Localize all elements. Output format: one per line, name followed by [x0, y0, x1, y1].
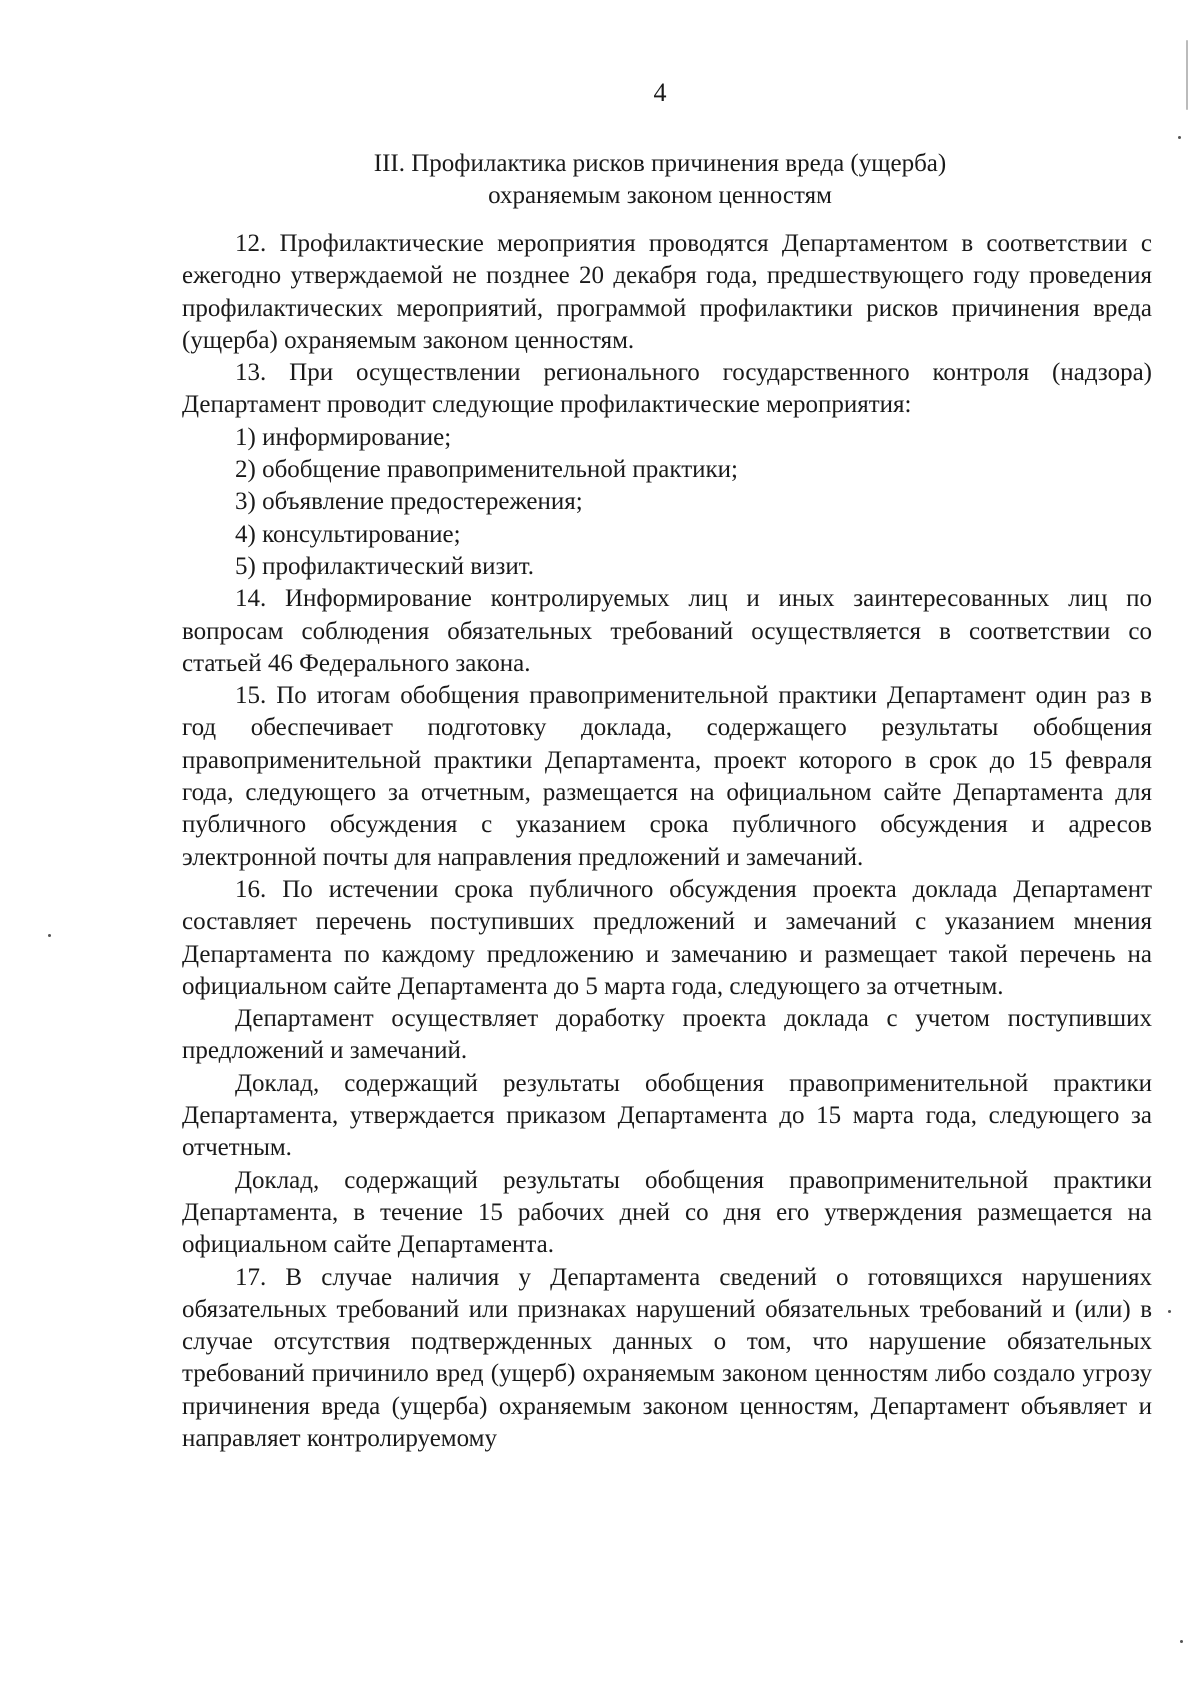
paragraph-14: 14. Информирование контролируемых лиц и иных заинтересованных лиц по вопросам соблюдения обязательных требований осуществляется в соответствии со статьей 46 Федерального закона.	[182, 585, 1152, 677]
paragraph-16-revision: Департамент осуществляет доработку проекта доклада с учетом поступивших предложений и замечаний.	[182, 1005, 1152, 1065]
paragraph-15: 15. По итогам обобщения правоприменительной практики Департамент один раз в год обеспечивает подготовку доклада, содержащего результаты обобщения правоприменительной практики Департамента, проект которого в срок до 15 февраля года, следующего за отчетным, размещается на официальном сайте Департамента для публичного обсуждения с указанием срока публичного обсуждения и адресов электронной почты для направления предложений и замечаний.	[182, 682, 1152, 871]
scan-speck	[48, 934, 51, 937]
list-item-visit: 5) профилактический визит.	[235, 552, 534, 580]
scan-speck	[1186, 40, 1188, 110]
list-item-informing: 1) информирование;	[235, 423, 452, 451]
paragraph-17: 17. В случае наличия у Департамента сведений о готовящихся нарушениях обязательных требований или признаках нарушений обязательных требований и (или) в случае отсутствия подтвержденных данных о том, что нарушение обязательных требований причинило вред (ущерб) охраняемым законом ценностям либо создало угрозу причинения вреда (ущерба) охраняемым законом ценностям, Департамент объявляет и направляет контролируемому	[182, 1263, 1152, 1452]
list-item-generalization: 2) обобщение правоприменительной практики;	[235, 456, 738, 484]
section-title	[60, 148, 1200, 212]
page-number: 4	[653, 78, 667, 107]
paragraph-12: 12. Профилактические мероприятия проводятся Департаментом в соответствии с ежегодно утверждаемой не позднее 20 декабря года, предшествующего году проведения профилактических мероприятий, программой профилактики рисков причинения вреда (ущерба) охраняемым законом ценностям.	[182, 230, 1152, 354]
list-item-warning: 3) объявление предостережения;	[235, 488, 583, 516]
scan-speck	[1178, 136, 1181, 139]
scan-speck	[1180, 1640, 1183, 1643]
section-title-line-2: охраняемым законом ценностям	[488, 182, 832, 209]
scan-speck	[1168, 1310, 1171, 1313]
paragraph-13: 13. При осуществлении регионального государственного контроля (надзора) Департамент проводит следующие профилактические мероприятия:	[182, 359, 1152, 419]
document-body	[182, 228, 1152, 1455]
list-item-consulting: 4) консультирование;	[235, 520, 461, 548]
paragraph-16-approval: Доклад, содержащий результаты обобщения правоприменительной практики Департамента, утверждается приказом Департамента до 15 марта года, следующего за отчетным.	[182, 1069, 1152, 1162]
paragraph-16-publication: Доклад, содержащий результаты обобщения правоприменительной практики Департамента, в течение 15 рабочих дней со дня его утверждения размещается на официальном сайте Департамента.	[182, 1166, 1152, 1259]
section-title-line-1: III. Профилактика рисков причинения вреда (ущерба)	[373, 150, 947, 177]
paragraph-16: 16. По истечении срока публичного обсуждения проекта доклада Департамент составляет перечень поступивших предложений и замечаний с указанием мнения Департамента по каждому предложению и замечанию и размещает такой перечень на официальном сайте Департамента до 5 марта года, следующего за отчетным.	[182, 875, 1152, 1000]
